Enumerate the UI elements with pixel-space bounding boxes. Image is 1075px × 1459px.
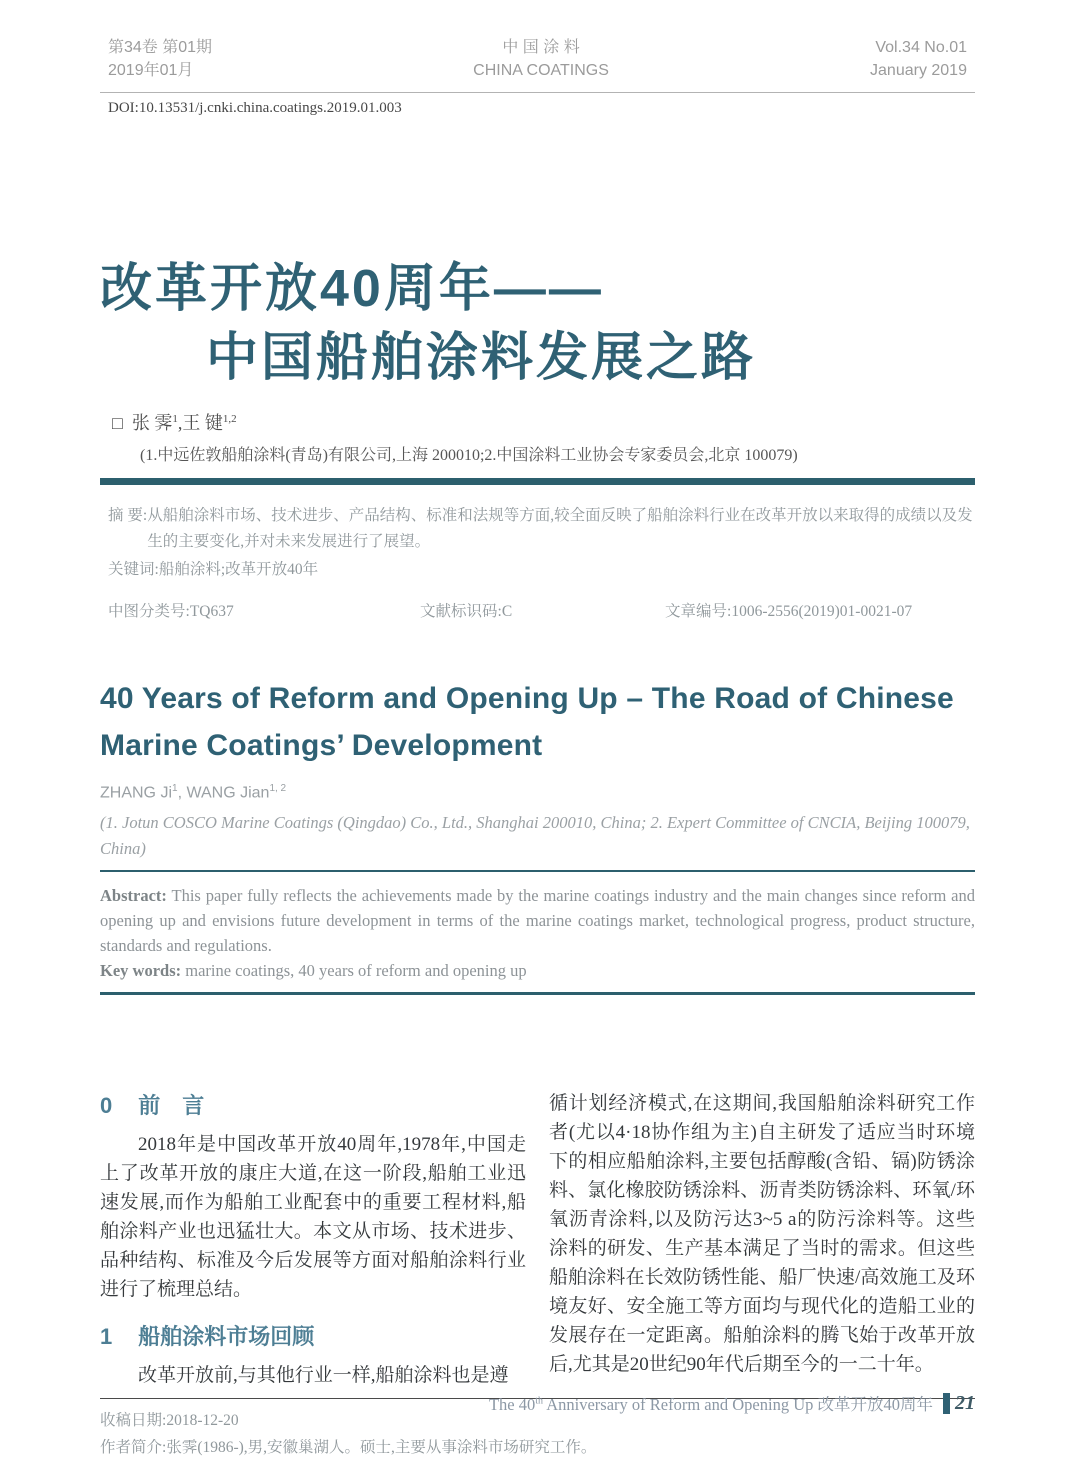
author-cn-1-affil-sup: 1 xyxy=(172,413,178,425)
section-0-title: 前 言 xyxy=(138,1093,205,1119)
document-code-label: 文献标识码: xyxy=(420,603,502,620)
footer-ordinal-sup: th xyxy=(535,1395,544,1407)
author-cn-2: 王 键 xyxy=(182,413,223,433)
article-number xyxy=(665,599,975,621)
footer-text-rest: Anniversary of Reform and Opening Up 改革开放40周年 xyxy=(543,1395,933,1414)
journal-name-en: CHINA COATINGS xyxy=(473,62,609,79)
abstract-en xyxy=(100,883,975,958)
section-1-paragraph: 改革开放前,与其他行业一样,船舶涂料也是遵 xyxy=(138,1365,509,1387)
author-en-1-affil-sup: 1 xyxy=(172,783,178,794)
section-0-paragraph: 2018年是中国改革开放40周年,1978年,中国走上了改革开放的康庄大道,在这一阶段,船舶工业迅速发展,而作为船舶工业配套中的重要工程材料,船舶涂料产业也迅猛壮大。本文从市场、技术进步、品种结构、标准及今后发展等方面对船舶涂料行业进行了梳理总结。 xyxy=(100,1134,526,1301)
author-en-separator: , xyxy=(177,784,187,802)
footer-text-prefix: The 40 xyxy=(488,1395,536,1414)
header-left xyxy=(108,36,212,82)
abstract-en-label: Abstract: xyxy=(100,886,167,906)
affiliation-en: (1. Jotun COSCO Marine Coatings (Qingdao) Co., Ltd., Shanghai 200010, China; 2. Expert Committee of CNCIA, Beijing 100079, China) xyxy=(100,813,970,859)
document-code-value: C xyxy=(501,603,513,620)
abstract-cn-text: 从船舶涂料市场、技术进步、产品结构、标准和法规等方面,较全面反映了船舶涂料行业在改革开放以来取得的成绩以及发生的主要变化,并对未来发展进行了展望。 xyxy=(147,507,973,550)
abstract-cn-label: 摘 要: xyxy=(108,507,148,524)
keywords-en-text: marine coatings, 40 years of reform and opening up xyxy=(181,961,527,981)
author-bio-value: 张霁(1986-),男,安徽巢湖人。硕士,主要从事涂料市场研究工作。 xyxy=(166,1439,597,1457)
document-code xyxy=(420,599,665,621)
page-number: 21 xyxy=(955,1391,975,1414)
doi-line: DOI:10.13531/j.cnki.china.coatings.2019.01.003 xyxy=(108,100,402,116)
body-column-right xyxy=(549,1089,975,1390)
article-title-en-line2: Marine Coatings’ Development xyxy=(100,729,543,762)
issue-date-cn: 2019年01月 xyxy=(108,62,194,79)
footer-accent-bar xyxy=(943,1393,950,1414)
keywords-cn-text: 船舶涂料;改革开放40年 xyxy=(158,561,319,578)
page-footer xyxy=(489,1391,975,1415)
clc-number xyxy=(108,599,420,621)
received-date-value: 2018-12-20 xyxy=(166,1412,239,1430)
keywords-cn xyxy=(100,557,975,583)
section-0-number: 0 xyxy=(100,1093,113,1119)
volume-issue-cn: 第34卷 第01期 xyxy=(108,39,213,56)
article-title-en-line1: 40 Years of Reform and Opening Up – The Road of Chinese xyxy=(100,682,954,715)
volume-issue-en: Vol.34 No.01 xyxy=(875,39,967,56)
body-column-left xyxy=(100,1089,526,1390)
journal-name-cn: 中 国 涂 料 xyxy=(502,39,580,56)
footnotes xyxy=(100,1407,975,1459)
header-right xyxy=(870,36,967,82)
divider-thick xyxy=(100,478,975,485)
article-number-value: 1006-2556(2019)01-0021-07 xyxy=(731,603,913,620)
clc-value: TQ637 xyxy=(189,603,234,620)
author-bio-line xyxy=(100,1434,975,1459)
issue-date-en: January 2019 xyxy=(870,62,967,79)
section-1-title: 船舶涂料市场回顾 xyxy=(138,1324,315,1350)
author-cn-2-affil-sup: 1,2 xyxy=(222,413,237,425)
article-title-cn xyxy=(100,255,975,393)
footer-theme-text xyxy=(489,1391,933,1415)
keywords-en xyxy=(100,958,975,983)
divider-medium xyxy=(100,992,975,995)
keywords-en-label: Key words: xyxy=(100,961,182,981)
received-date-label: 收稿日期: xyxy=(100,1412,167,1430)
header-center xyxy=(473,36,609,82)
journal-running-head xyxy=(100,36,975,93)
affiliation-cn: (1.中远佐敦船舶涂料(青岛)有限公司,上海 200010;2.中国涂料工业协会专家委员会,北京 100079) xyxy=(140,447,798,464)
abstract-en-text: This paper fully reflects the achievements made by the marine coatings industry and the main changes since reform and opening up and envisions future development in terms of the marine coatings market, technological progress, product structure, standards and regulations. xyxy=(100,886,975,956)
author-separator: , xyxy=(177,413,183,433)
author-en-1: ZHANG Ji xyxy=(100,784,172,802)
article-meta-row xyxy=(100,599,975,621)
article-title-cn-line2: 中国船舶涂料发展之路 xyxy=(206,329,757,387)
article-title-cn-line1: 改革开放40周年—— xyxy=(100,260,604,318)
author-bio-label: 作者简介: xyxy=(100,1439,167,1457)
article-title-en xyxy=(100,675,975,769)
section-heading-1 xyxy=(100,1320,526,1351)
abstract-cn xyxy=(100,503,975,555)
right-column-paragraph: 循计划经济模式,在这期间,我国船舶涂料研究工作者(尤以4·18协作组为主)自主研发了适应当时环境下的相应船舶涂料,主要包括醇酸(含铅、镉)防锈涂料、氯化橡胶防锈涂料、沥青类防锈涂料、环氧/环氧沥青涂料,以及防污达3~5 a的防污涂料等。这些涂料的研发、生产基本满足了当时的需求。但这些船舶涂料在长效防锈性能、船厂快速/高效施工及环境友好、安全施工等方面均与现代化的造船工业的发展存在一定距离。船舶涂料的腾飞始于改革开放后,尤其是20世纪90年代后期至今的一二十年。 xyxy=(549,1093,975,1376)
clc-label: 中图分类号: xyxy=(108,603,190,620)
author-marker-icon: □ xyxy=(112,413,123,433)
section-1-number: 1 xyxy=(100,1324,113,1350)
byline-cn xyxy=(100,409,975,435)
divider-thin xyxy=(100,870,975,872)
article-number-label: 文章编号: xyxy=(665,603,732,620)
byline-en xyxy=(100,783,975,802)
keywords-cn-label: 关键词: xyxy=(108,561,159,578)
section-heading-0 xyxy=(100,1089,526,1120)
author-en-2: WANG Jian xyxy=(186,784,270,802)
body-columns xyxy=(100,1089,975,1390)
author-en-2-affil-sup: 1, 2 xyxy=(269,783,287,794)
author-cn-1: 张 霁 xyxy=(131,413,173,433)
